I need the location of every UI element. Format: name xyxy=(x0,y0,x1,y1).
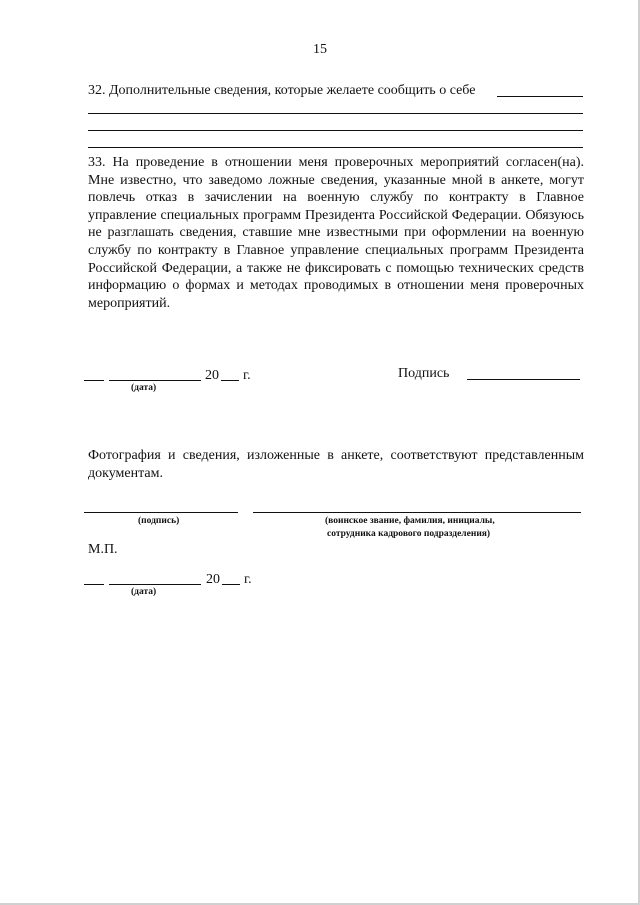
date-1-year-suffix: г. xyxy=(243,368,251,383)
date-1-caption: (дата) xyxy=(131,383,157,393)
item-33-consent-text: 33. На проведение в отношении меня проверочных мероприятий согласен(на). Мне известно, что заведомо ложные сведения, указанные мной в анкете, могут повлечь отказ в зачислении на военную службу по контракту в Главное управление специальных программ Президента Российской Федерации. Обязуюсь не разглашать сведения, ставшие мне известными при оформлении на военную службу по контракту в Главное управление специальных программ Президента Российской Федерации, а также не фиксировать с помощью технических средств информацию о формах и методах проводимых в отношении меня проверочных мероприятий. xyxy=(88,155,584,311)
date-1-month-line[interactable] xyxy=(109,380,201,381)
officer-caption-line-2: сотрудника кадрового подразделения) xyxy=(327,529,491,539)
date-1-day-line[interactable] xyxy=(84,380,104,381)
verification-text: Фотография и сведения, изложенные в анкете, соответствуют представленным документам. xyxy=(88,448,584,481)
verifier-signature-caption: (подпись) xyxy=(138,516,180,526)
item-32-answer-line-inline[interactable] xyxy=(497,96,583,97)
verifier-signature-line[interactable] xyxy=(84,512,238,513)
date-2-month-line[interactable] xyxy=(109,584,201,585)
item-32-answer-line-1[interactable] xyxy=(88,113,583,114)
date-2-day-line[interactable] xyxy=(84,584,104,585)
date-2-caption: (дата) xyxy=(131,587,157,597)
date-2-year-line[interactable] xyxy=(222,584,240,585)
item-32-answer-line-3[interactable] xyxy=(88,147,583,148)
signature-label: Подпись xyxy=(398,366,450,381)
date-2-year-suffix: г. xyxy=(244,572,252,587)
date-1-year-prefix: 20 xyxy=(205,368,219,383)
item-32-answer-line-2[interactable] xyxy=(88,130,583,131)
item-32-label: 32. Дополнительные сведения, которые желаете сообщить о себе xyxy=(88,83,476,98)
officer-details-line[interactable] xyxy=(253,512,581,513)
stamp-label: М.П. xyxy=(88,542,118,557)
date-1-year-line[interactable] xyxy=(221,380,239,381)
page-number: 15 xyxy=(313,42,327,57)
signature-line[interactable] xyxy=(467,379,580,380)
date-2-year-prefix: 20 xyxy=(206,572,220,587)
officer-caption-line-1: (воинское звание, фамилия, инициалы, xyxy=(325,516,495,526)
